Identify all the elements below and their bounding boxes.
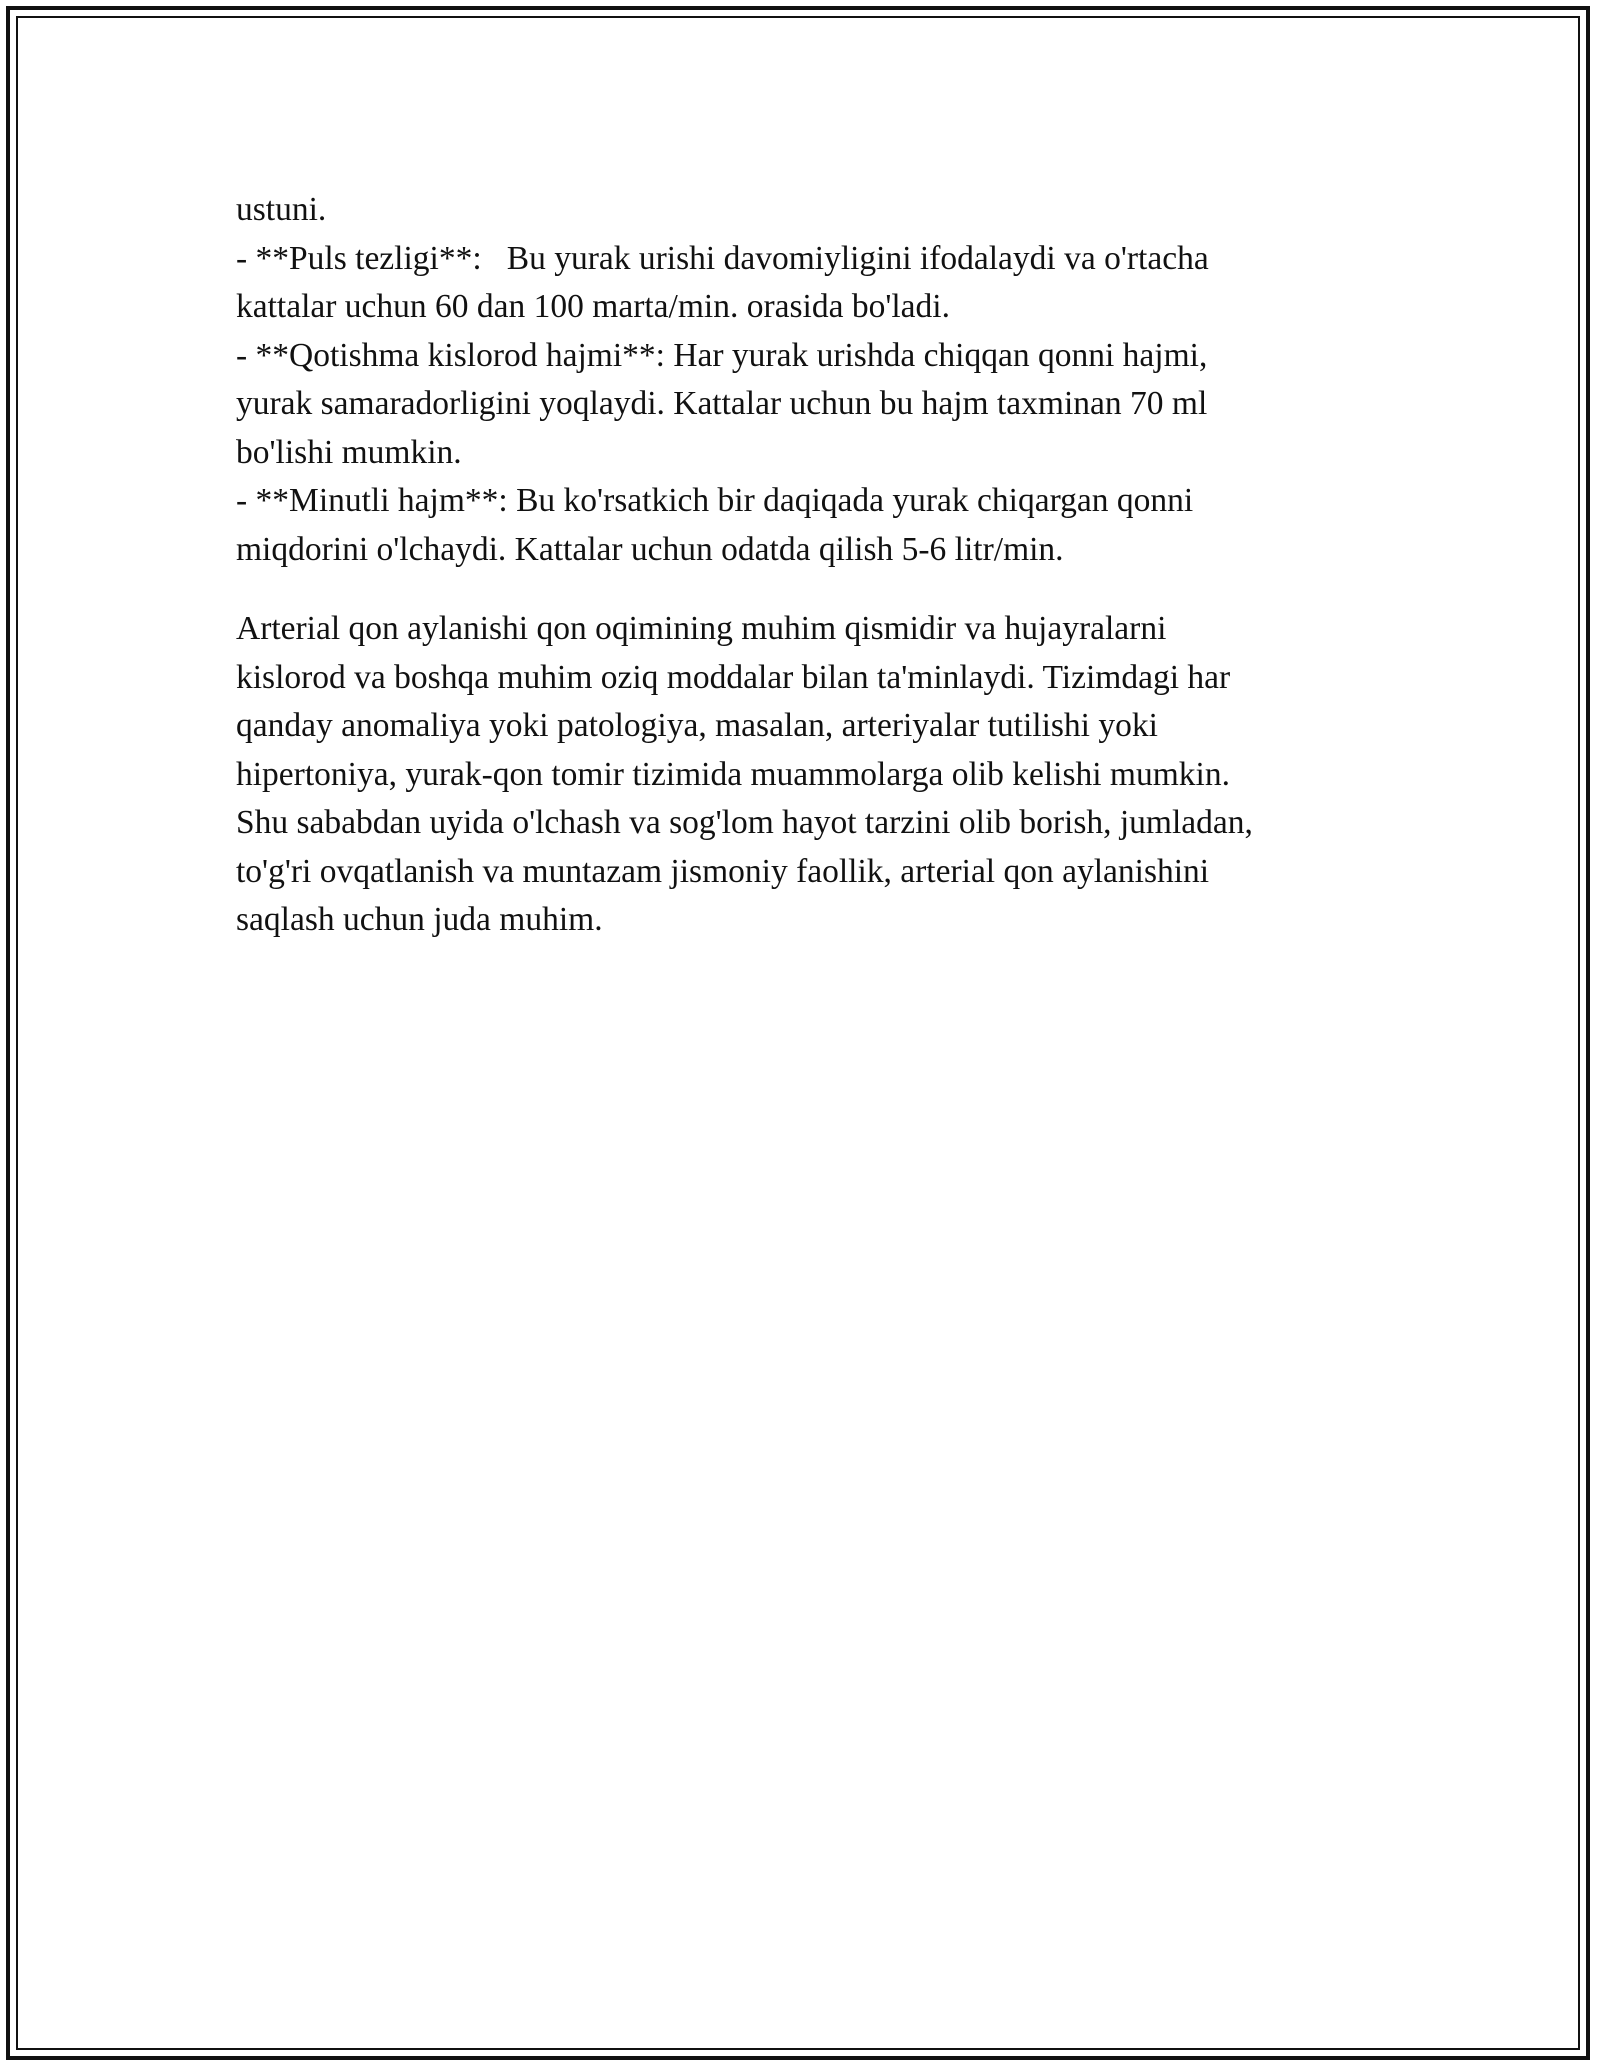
text-line: yurak samaradorligini yoqlaydi. Kattalar uchun bu hajm taxminan 70 ml (236, 385, 1208, 422)
text-line: Arterial qon aylanishi qon oqimining muhim qismidir va hujayralarni (236, 610, 1167, 647)
body-paragraph (236, 605, 1366, 945)
text-line: qanday anomaliya yoki patologiya, masalan, arteriyalar tutilishi yoki (236, 707, 1158, 744)
text-line: - **Qotishma kislorod hajmi**: Har yurak urishda chiqqan qonni hajmi, (236, 336, 1208, 374)
text-line: - **Puls tezligi**: Bu yurak urishi davomiyligini ifodalaydi va o'rtacha (236, 239, 1209, 277)
list-block (236, 186, 1366, 574)
text-line: saqlash uchun juda muhim. (236, 901, 603, 938)
text-line: Shu sababdan uyida o'lchash va sog'lom hayot tarzini olib borish, jumladan, (236, 804, 1253, 841)
text-line: kislorod va boshqa muhim oziq moddalar bilan ta'minlaydi. Tizimdagi har (236, 658, 1231, 696)
text-line: bo'lishi mumkin. (236, 433, 462, 471)
text-line: ustuni. (236, 191, 327, 228)
text-line: to'g'ri ovqatlanish va muntazam jismoniy faollik, arterial qon aylanishini (236, 852, 1210, 890)
text-line: hipertoniya, yurak-qon tomir tizimida muammolarga olib kelishi mumkin. (236, 755, 1230, 793)
text-line: miqdorini o'lchaydi. Kattalar uchun odatda qilish 5-6 litr/min. (236, 530, 1064, 568)
text-line: kattalar uchun 60 dan 100 marta/min. orasida bo'ladi. (236, 288, 950, 325)
text-line: - **Minutli hajm**: Bu ko'rsatkich bir daqiqada yurak chiqargan qonni (236, 482, 1194, 519)
document-body (236, 186, 1366, 945)
